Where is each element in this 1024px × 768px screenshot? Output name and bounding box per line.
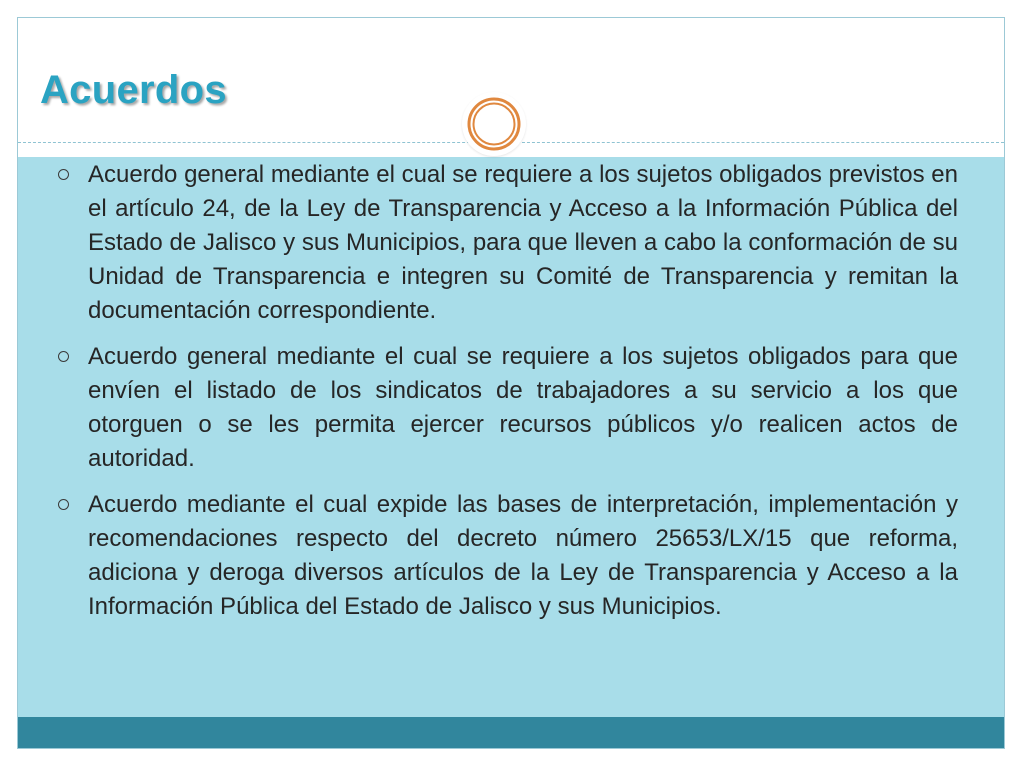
bullet-text: Acuerdo mediante el cual expide las bases de interpretación, implementación y recomendaciones respecto del decreto número 25653/LX/15 que reforma, adiciona y deroga diversos artículos de la Ley de Transparencia y Acceso a la Información Pública del Estado de Jalisco y sus Municipios. [88,491,958,620]
footer-bar [18,717,1004,749]
slide-title: Acuerdos [40,68,227,112]
list-item [58,158,958,328]
hollow-circle-bullet-icon [58,351,69,362]
list-item [58,340,958,476]
hollow-circle-bullet-icon [58,499,69,510]
bullet-text: Acuerdo general mediante el cual se requiere a los sujetos obligados para que envíen el listado de los sindicatos de trabajadores a su servicio a los que otorguen o se les permita ejercer recursos públicos y/o realicen actos de autoridad. [88,343,958,472]
bullet-text: Acuerdo general mediante el cual se requiere a los sujetos obligados previstos en el artículo 24, de la Ley de Transparencia y Acceso a la Información Pública del Estado de Jalisco y sus Municipios, para que lleven a cabo la conformación de su Unidad de Transparencia e integren su Comité de Transparencia y remitan la documentación correspondiente. [88,161,958,324]
hollow-circle-bullet-icon [58,169,69,180]
bullet-list [58,158,958,636]
ring-ornament-icon [462,92,526,156]
list-item [58,488,958,624]
